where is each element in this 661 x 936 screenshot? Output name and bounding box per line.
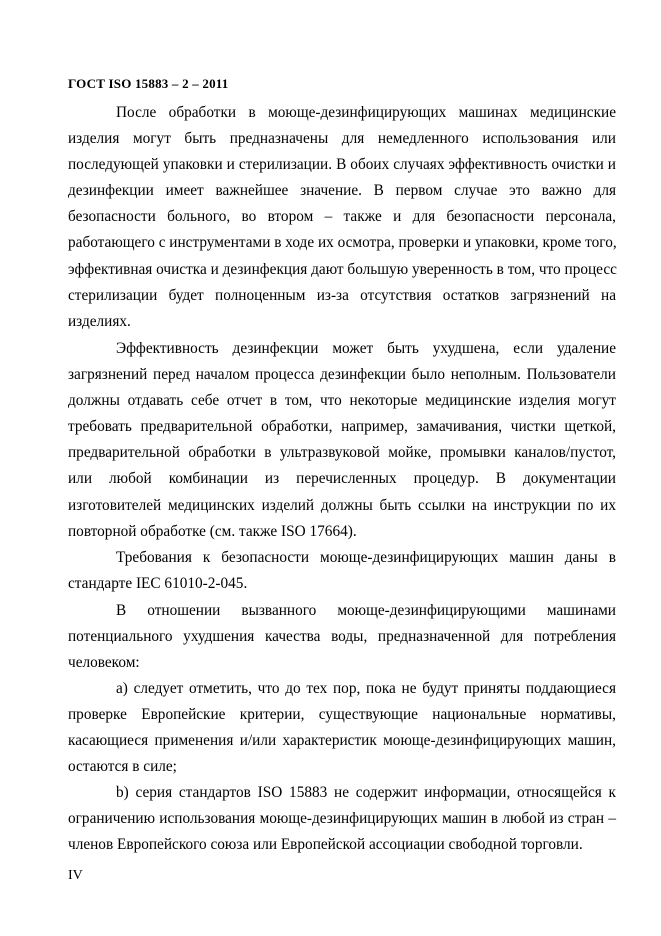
paragraph-1 bbox=[68, 100, 616, 335]
paragraph-line: b) серия стандартов ISO 15883 не содержит информации, относящейся к bbox=[116, 784, 616, 801]
paragraph-3 bbox=[68, 545, 616, 597]
paragraph-line: загрязнений перед началом процесса дезинфекции было неполным. Пользователи bbox=[68, 366, 616, 384]
paragraph-line: потенциального ухудшения качества воды, предназначенной для потребления bbox=[68, 628, 616, 646]
paragraph-line: Эффективность дезинфекции может быть ухудшена, если удаление bbox=[116, 340, 616, 357]
paragraph-line: дезинфекции имеет важнейшее значение. В первом случае это важно для bbox=[68, 182, 616, 200]
paragraph-line: Требования к безопасности моюще-дезинфицирующих машин даны в bbox=[116, 549, 616, 566]
paragraph-line: последующей упаковки и стерилизации. В обоих случаях эффективность очистки и bbox=[68, 156, 616, 174]
paragraph-line: эффективная очистка и дезинфекция дают большую уверенность в том, что процесс bbox=[68, 260, 617, 278]
paragraph-line: изготовителей медицинских изделий должны быть ссылки на инструкции по их bbox=[68, 496, 616, 514]
paragraph-line: работающего с инструментами в ходе их осмотра, проверки и упаковки, кроме того, bbox=[68, 234, 617, 252]
list-item-b bbox=[68, 780, 616, 858]
paragraph-line: В отношении вызванного моюще-дезинфицирующими машинами bbox=[116, 602, 616, 619]
paragraph-line: или любой комбинации из перечисленных процедур. В документации bbox=[68, 470, 616, 488]
paragraph-2 bbox=[68, 336, 616, 545]
paragraph-line: изделия могут быть предназначены для немедленного использования или bbox=[68, 130, 616, 148]
paragraph-line: требовать предварительной обработки, например, замачивания, чистки щеткой, bbox=[68, 418, 616, 436]
paragraph-line: членов Европейского союза или Европейской ассоциации свободной торговли. bbox=[68, 836, 583, 854]
paragraph-line: должны отдавать себе отчет в том, что некоторые медицинские изделия могут bbox=[68, 392, 616, 410]
paragraph-line: предварительной обработки в ультразвуковой мойке, промывки каналов/пустот, bbox=[68, 444, 616, 462]
paragraph-line: касающиеся применения и/или характеристик моюще-дезинфицирующих машин, bbox=[68, 732, 616, 750]
paragraph-line: стерилизации будет полноценным из-за отсутствия остатков загрязнений на bbox=[68, 286, 616, 304]
list-item-a bbox=[68, 676, 616, 780]
paragraph-line: ограничению использования моюще-дезинфицирующих машин в любой из стран – bbox=[68, 810, 616, 828]
page-number: IV bbox=[68, 868, 83, 883]
paragraph-line: изделиях. bbox=[68, 312, 131, 330]
paragraph-4 bbox=[68, 598, 616, 676]
document-header: ГОСТ ISO 15883 – 2 – 2011 bbox=[68, 76, 229, 91]
paragraph-line: а) следует отметить, что до тех пор, пока не будут приняты поддающиеся bbox=[116, 680, 616, 697]
paragraph-line: безопасности больного, во втором – также и для безопасности персонала, bbox=[68, 208, 616, 226]
paragraph-line: остаются в силе; bbox=[68, 758, 177, 776]
paragraph-line: повторной обработке (см. также ISO 17664). bbox=[68, 522, 357, 540]
paragraph-line: стандарте IEC 61010-2-045. bbox=[68, 575, 248, 593]
paragraph-line: проверке Европейские критерии, существующие национальные нормативы, bbox=[68, 706, 616, 724]
paragraph-line: После обработки в моюще-дезинфицирующих машинах медицинские bbox=[116, 104, 616, 121]
paragraph-line: человеком: bbox=[68, 654, 140, 672]
